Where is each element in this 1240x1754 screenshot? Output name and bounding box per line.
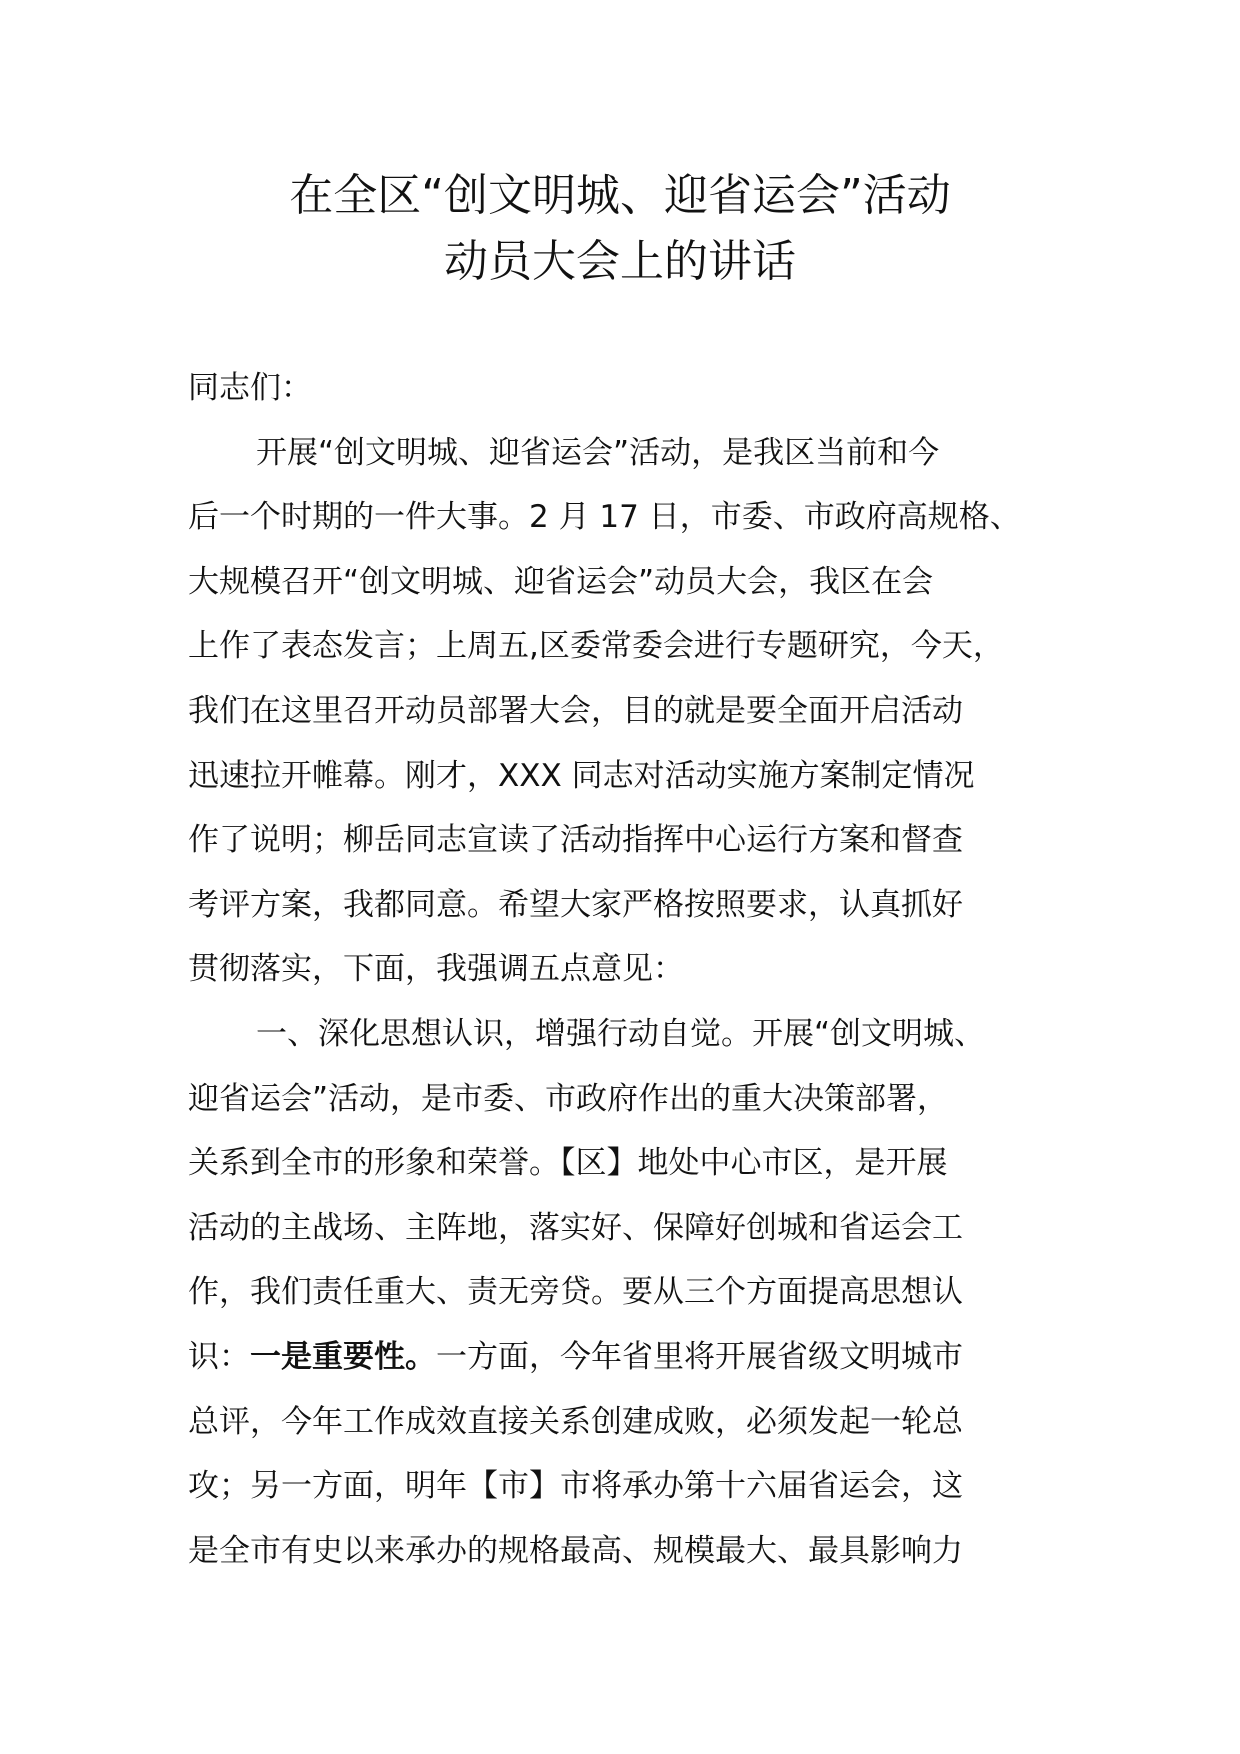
document-title-line-2: 动员大会上的讲话: [444, 236, 796, 287]
emphasis-text: 一是重要性。: [250, 1338, 436, 1375]
document-body: [188, 368, 1088, 1595]
line-prefix: 识：: [188, 1338, 250, 1375]
paragraph-2-line-1: 一、深化思想认识，增强行动自觉。开展“创文明城、: [256, 1015, 986, 1052]
paragraph-1-line-4: 上作了表态发言；上周五,区委常委会进行专题研究，今天，: [188, 628, 1004, 665]
paragraph-2-line-5: 作，我们责任重大、责无旁贷。要从三个方面提高思想认: [188, 1274, 963, 1311]
paragraph-2-line-9: 是全市有史以来承办的规格最高、规模最大、最具影响力: [188, 1532, 963, 1569]
paragraph-1-line-3: 大规模召开“创文明城、迎省运会”动员大会，我区在会: [188, 563, 934, 600]
paragraph-1-line-6: 迅速拉开帷幕。刚才，XXX 同志对活动实施方案制定情况: [188, 757, 975, 794]
paragraph-1-line-2: 后一个时期的一件大事。2 月 17 日，市委、市政府高规格、: [188, 499, 1021, 536]
paragraph-2-line-2: 迎省运会”活动，是市委、市政府作出的重大决策部署，: [188, 1080, 949, 1117]
line-rest: 一方面，今年省里将开展省级文明城市: [436, 1338, 963, 1375]
salutation: 同志们：: [188, 370, 312, 406]
paragraph-1-line-8: 考评方案，我都同意。希望大家严格按照要求，认真抓好: [188, 886, 963, 923]
paragraph-1-line-9: 贯彻落实，下面，我强调五点意见：: [188, 951, 684, 988]
paragraph-2-line-4: 活动的主战场、主阵地，落实好、保障好创城和省运会工: [188, 1209, 963, 1246]
paragraph-1-line-1: 开展“创文明城、迎省运会”活动，是我区当前和今: [256, 434, 940, 471]
document-title-line-1: 在全区“创文明城、迎省运会”活动: [289, 170, 951, 221]
paragraph-2-line-7: 总评，今年工作成效直接关系创建成败，必须发起一轮总: [188, 1403, 963, 1440]
paragraph-1-line-7: 作了说明；柳岳同志宣读了活动指挥中心运行方案和督查: [188, 822, 963, 859]
paragraph-2-line-6: [188, 1337, 1088, 1402]
paragraph-2-line-8: 攻；另一方面，明年【市】市将承办第十六届省运会，这: [188, 1468, 963, 1505]
paragraph-1-line-5: 我们在这里召开动员部署大会，目的就是要全面开启活动: [188, 692, 963, 729]
paragraph-2-line-3: 关系到全市的形象和荣誉。【区】地处中心市区，是开展: [188, 1145, 948, 1182]
